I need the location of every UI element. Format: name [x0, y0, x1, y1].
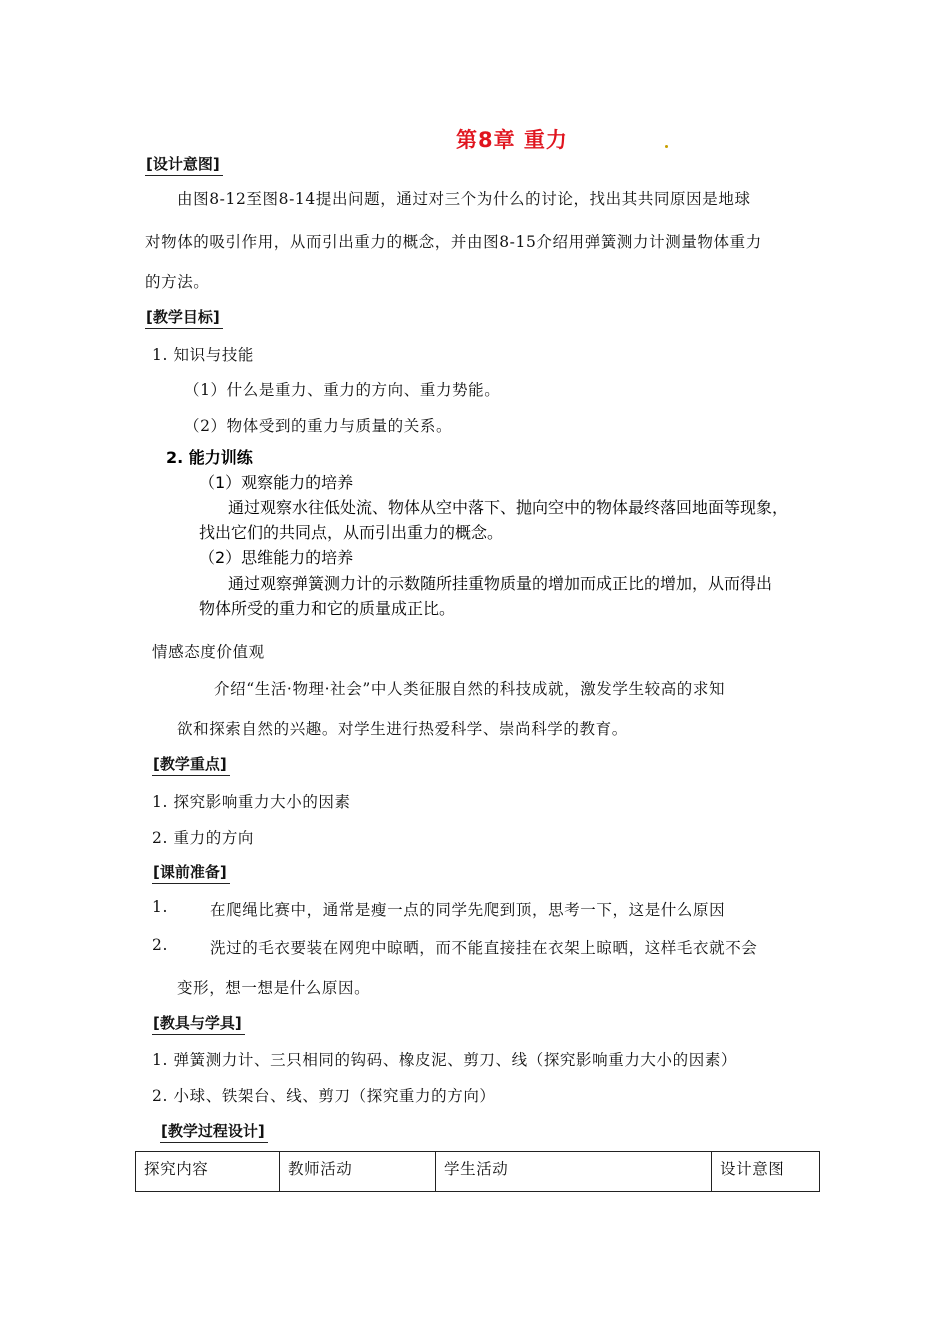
design-intent-line: 对物体的吸引作用，从而引出重力的概念，并由图8-15介绍用弹簧测力计测量物体重力 [145, 233, 762, 251]
key-point-item: 1. 探究影响重力大小的因素 [152, 793, 351, 811]
objective-text: 物体所受的重力和它的质量成正比。 [199, 599, 456, 618]
prep-item-number: 2. [152, 936, 168, 954]
tool-item: 2. 小球、铁架台、线、剪刀（探究重力的方向） [152, 1087, 496, 1105]
prep-item-number: 1. [152, 898, 168, 916]
design-intent-line: 的方法。 [145, 273, 210, 291]
table-header-cell: 设计意图 [712, 1152, 820, 1192]
table-header-row [136, 1152, 820, 1192]
section-heading-objectives: [教学目标] [145, 306, 223, 329]
emotion-text: 介绍“生活·物理·社会”中人类征服自然的科技成就，激发学生较高的求知 [214, 680, 726, 698]
objective-item: 1. 知识与技能 [152, 346, 255, 364]
prep-item-text: 在爬绳比赛中，通常是瘦一点的同学先爬到顶，思考一下，这是什么原因 [210, 901, 726, 919]
process-table [135, 1151, 820, 1192]
objective-subitem: （2）思维能力的培养 [199, 548, 354, 567]
objective-text: 找出它们的共同点，从而引出重力的概念。 [199, 523, 504, 542]
objective-text: 通过观察弹簧测力计的示数随所挂重物质量的增加而成正比的增加，从而得出 [228, 574, 773, 593]
emotion-text: 欲和探索自然的兴趣。对学生进行热爱科学、崇尚科学的教育。 [177, 720, 628, 738]
objective-text: 通过观察水往低处流、物体从空中落下、抛向空中的物体最终落回地面等现象， [228, 498, 789, 517]
section-heading-process: [教学过程设计] [160, 1120, 268, 1143]
tool-item: 1. 弹簧测力计、三只相同的钩码、橡皮泥、剪刀、线（探究影响重力大小的因素） [152, 1051, 738, 1069]
section-heading-tools: [教具与学具] [152, 1012, 245, 1035]
section-heading-preparation: [课前准备] [152, 861, 230, 884]
key-point-item: 2. 重力的方向 [152, 829, 255, 847]
table-header-cell: 学生活动 [436, 1152, 712, 1192]
page-title: 第8章 重力 [456, 128, 568, 152]
objective-subitem: （2）物体受到的重力与质量的关系。 [184, 417, 453, 435]
objective-subitem: （1）观察能力的培养 [199, 473, 354, 492]
section-heading-key-points: [教学重点] [152, 753, 230, 776]
decorative-dot [665, 145, 668, 148]
table-header-cell: 探究内容 [136, 1152, 280, 1192]
objective-subitem: （1）什么是重力、重力的方向、重力势能。 [184, 381, 501, 399]
design-intent-line: 由图8-12至图8-14提出问题，通过对三个为什么的讨论，找出其共同原因是地球 [177, 190, 751, 208]
prep-item-text: 变形，想一想是什么原因。 [177, 979, 371, 997]
prep-item-text: 洗过的毛衣要装在网兜中晾晒，而不能直接挂在衣架上晾晒，这样毛衣就不会 [210, 939, 758, 957]
emotion-heading: 情感态度价值观 [152, 643, 265, 661]
objective-item: 2. 能力训练 [166, 448, 253, 467]
table-header-cell: 教师活动 [280, 1152, 436, 1192]
section-heading-design-intent: [设计意图] [145, 153, 223, 176]
